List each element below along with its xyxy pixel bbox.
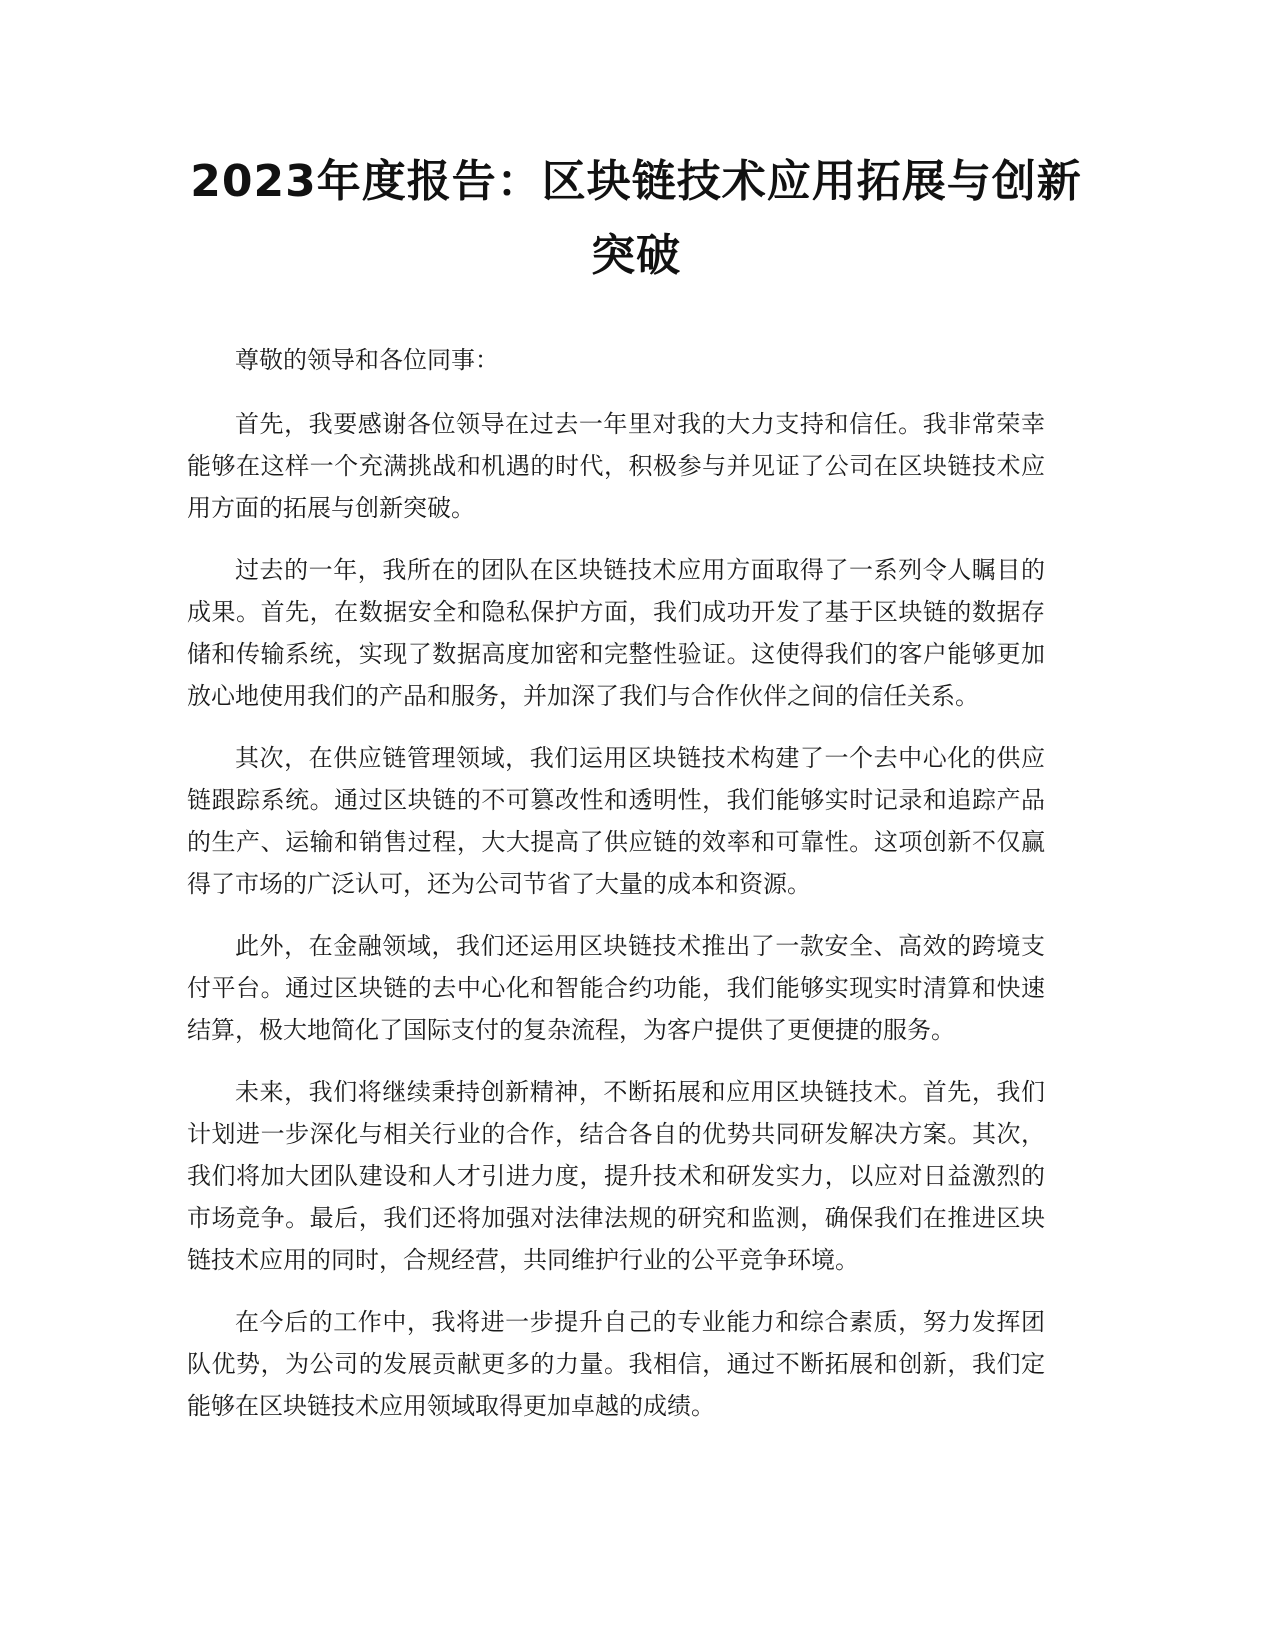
paragraph-3: 其次，在供应链管理领域，我们运用区块链技术构建了一个去中心化的供应链跟踪系统。通过区块链的不可篡改性和透明性，我们能够实时记录和追踪产品的生产、运输和销售过程，大大提高了供应链的效率和可靠性。这项创新不仅赢得了市场的广泛认可，还为公司节省了大量的成本和资源。 <box>187 744 1045 898</box>
paragraph-1: 首先，我要感谢各位领导在过去一年里对我的大力支持和信任。我非常荣幸能够在这样一个充满挑战和机遇的时代，积极参与并见证了公司在区块链技术应用方面的拓展与创新突破。 <box>187 410 1045 522</box>
paragraph-6: 在今后的工作中，我将进一步提升自己的专业能力和综合素质，努力发挥团队优势，为公司的发展贡献更多的力量。我相信，通过不断拓展和创新，我们定能够在区块链技术应用领域取得更加卓越的成绩。 <box>187 1308 1045 1420</box>
document-title: 2023年度报告：区块链技术应用拓展与创新突破 <box>190 156 1082 281</box>
salutation: 尊敬的领导和各位同事： <box>235 346 499 374</box>
paragraph-4: 此外，在金融领域，我们还运用区块链技术推出了一款安全、高效的跨境支付平台。通过区块链的去中心化和智能合约功能，我们能够实现实时清算和快速结算，极大地简化了国际支付的复杂流程，为客户提供了更便捷的服务。 <box>187 932 1045 1044</box>
paragraph-2: 过去的一年，我所在的团队在区块链技术应用方面取得了一系列令人瞩目的成果。首先，在数据安全和隐私保护方面，我们成功开发了基于区块链的数据存储和传输系统，实现了数据高度加密和完整性验证。这使得我们的客户能够更加放心地使用我们的产品和服务，并加深了我们与合作伙伴之间的信任关系。 <box>187 556 1045 710</box>
paragraph-5: 未来，我们将继续秉持创新精神，不断拓展和应用区块链技术。首先，我们计划进一步深化与相关行业的合作，结合各自的优势共同研发解决方案。其次，我们将加大团队建设和人才引进力度，提升技术和研发实力，以应对日益激烈的市场竞争。最后，我们还将加强对法律法规的研究和监测，确保我们在推进区块链技术应用的同时，合规经营，共同维护行业的公平竞争环境。 <box>187 1078 1045 1274</box>
